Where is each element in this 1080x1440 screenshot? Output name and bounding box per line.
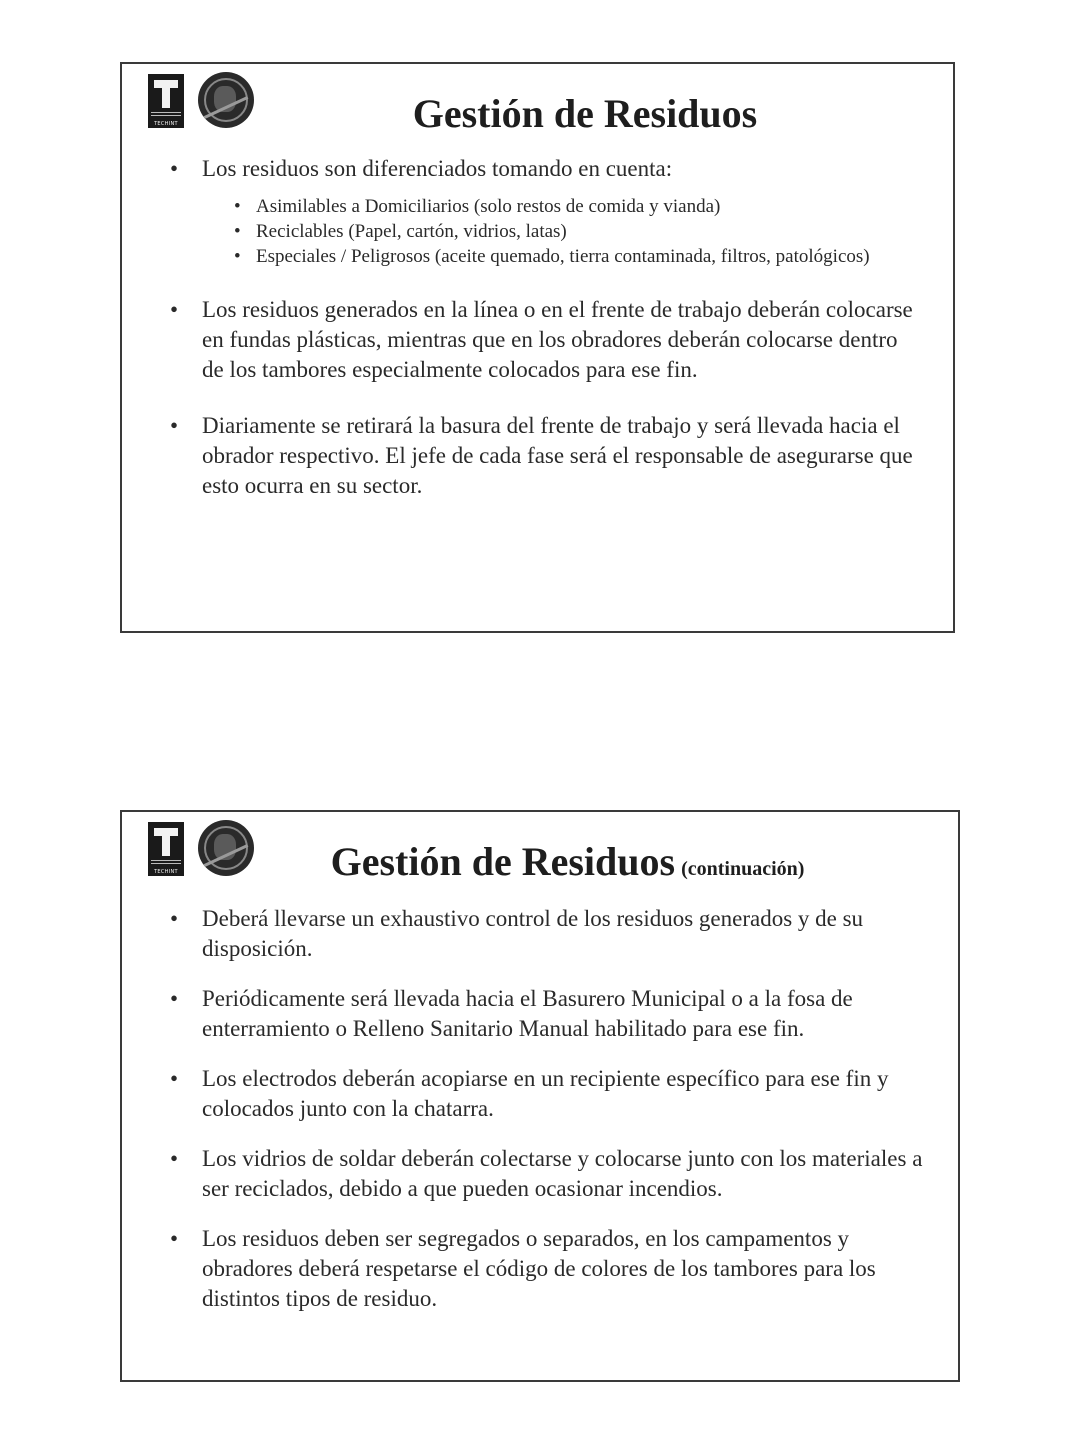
bullet-list (170, 904, 928, 1314)
slide-title: Gestión de Residuos (412, 91, 758, 136)
sub-list-item: • Especiales / Peligrosos (aceite quemado, tierra contaminada, filtros, patológicos) (234, 244, 923, 269)
list-item: • Periódicamente será llevada hacia el Basurero Municipal o a la fosa de enterramiento o Relleno Sanitario Manual habilitado para ese fin. (170, 984, 928, 1044)
list-item: • Los electrodos deberán acopiarse en un recipiente específico para ese fin y colocados junto con la chatarra. (170, 1064, 928, 1124)
list-item: • Los residuos son diferenciados tomando en cuenta: • Asimilables a Domiciliarios (solo restos de comida y vianda) • Reciclables (Papel, cartón, vidrios, latas) • Especiales / Peligrosos (aceite quemado, tierra contaminada, filtros, patológicos) (170, 154, 923, 269)
sub-list-item: • Reciclables (Papel, cartón, vidrios, latas) (234, 219, 923, 244)
list-item: • Los residuos deben ser segregados o separados, en los campamentos y obradores deberá respetarse el código de colores de los tambores para los distintos tipos de residuo. (170, 1224, 928, 1314)
techint-logo-text: TECHINT (154, 869, 178, 875)
techint-logo-text: TECHINT (154, 121, 178, 127)
list-item: • Los vidrios de soldar deberán colectarse y colocarse junto con los materiales a ser reciclados, debido a que pueden ocasionar incendios. (170, 1144, 928, 1204)
list-item: • Los residuos generados en la línea o en el frente de trabajo deberán colocarse en fundas plásticas, mientras que en los obradores deberán colocarse dentro de los tambores especialmente colocados para ese fin. (170, 295, 923, 385)
slide-2 (120, 810, 960, 1382)
list-item: • Deberá llevarse un exhaustivo control de los residuos generados y de su disposición. (170, 904, 928, 964)
bullet-list (170, 154, 923, 501)
title-suffix: (continuación) (681, 858, 805, 880)
sub-list-item: • Asimilables a Domiciliarios (solo restos de comida y vianda) (234, 194, 923, 219)
sub-list (202, 194, 923, 269)
slide-title: Gestión de Residuos (continuación) (330, 839, 805, 884)
slide-1 (120, 62, 955, 633)
list-item: • Diariamente se retirará la basura del frente de trabajo y será llevada hacia el obrador respectivo. El jefe de cada fase será el responsable de asegurarse que esto ocurra en su sector. (170, 411, 923, 501)
